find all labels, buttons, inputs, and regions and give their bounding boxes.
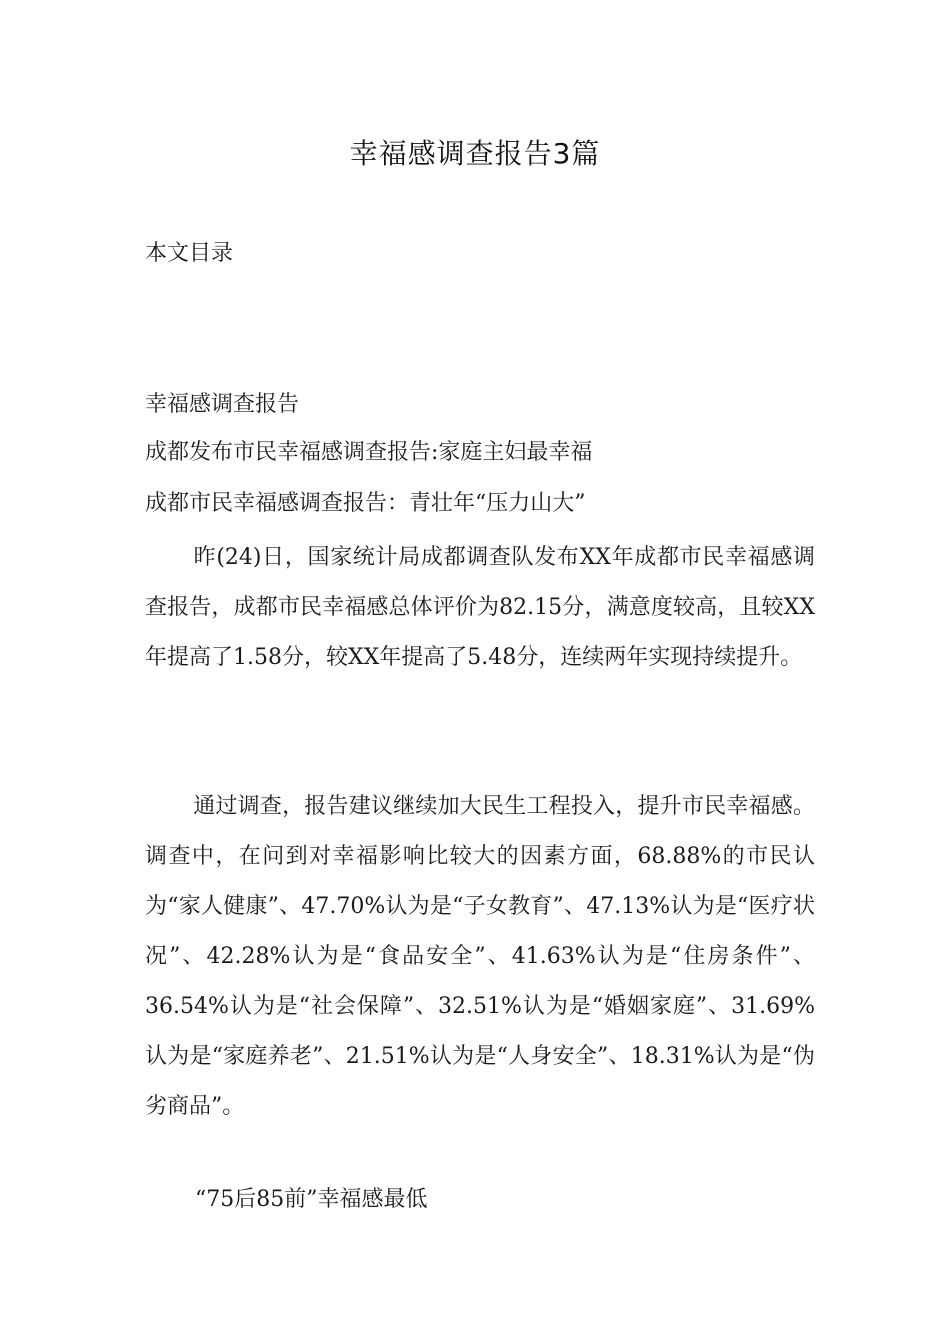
paragraph-text: 通过调查，报告建议继续加大民生工程投入，提升市民幸福感。调查中，在问到对幸福影响比较大的因素方面，68.88%的市民认为“家人健康”、47.70%认为是“子女教育”、47.13%认为是“医疗状况”、42.28%认为是“食品安全”、41.63%认为是“住房条件”、36.54%认为是“社会保障”、32.51%认为是“婚姻家庭”、31.69%认为是“家庭养老”、21.51%认为是“人身安全”、18.31%认为是“伪劣商品”。 (145, 794, 815, 1119)
toc-item[interactable]: 成都发布市民幸福感调查报告:家庭主妇最幸福 (145, 440, 593, 465)
body-paragraph (145, 533, 815, 683)
document-title: 幸福感调查报告3篇 (349, 137, 601, 170)
toc-item[interactable]: 成都市民幸福感调查报告：青壮年“压力山大” (145, 491, 586, 516)
body-paragraph (145, 782, 815, 1132)
toc-heading: 本文目录 (145, 241, 234, 266)
toc-item[interactable]: 幸福感调查报告 (145, 392, 300, 417)
paragraph-text: 昨(24)日，国家统计局成都调查队发布XX年成都市民幸福感调查报告，成都市民幸福感总体评价为82.15分，满意度较高，且较XX年提高了1.58分，较XX年提高了5.48分，连续两年实现持续提升。 (145, 545, 815, 670)
section-subheading: “75后85前”幸福感最低 (195, 1187, 428, 1212)
